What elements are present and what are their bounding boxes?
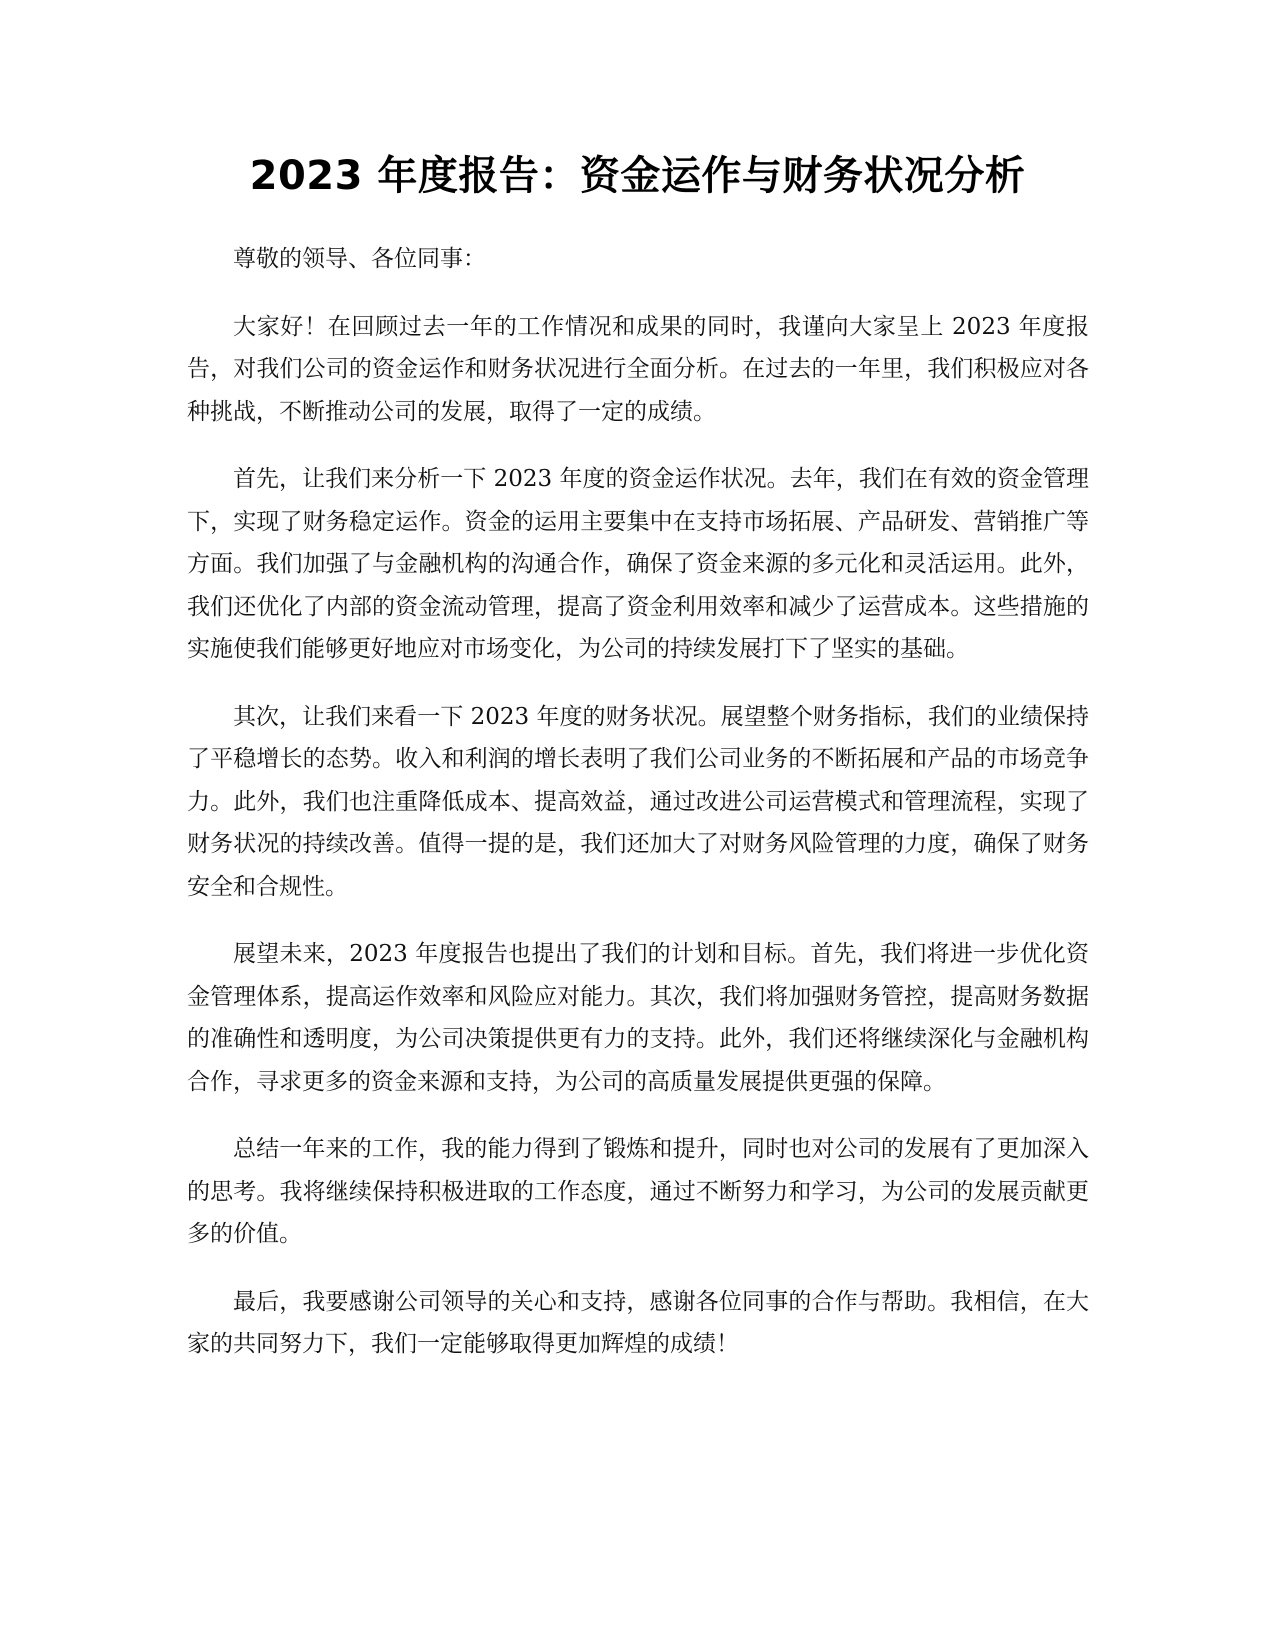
paragraph-financial-status: 其次，让我们来看一下 2023 年度的财务状况。展望整个财务指标，我们的业绩保持了平稳增长的态势。收入和利润的增长表明了我们公司业务的不断拓展和产品的市场竞争力。此外，我们也注重降低成本、提高效益，通过改进公司运营模式和管理流程，实现了财务状况的持续改善。值得一提的是，我们还加大了对财务风险管理的力度，确保了财务安全和合规性。 — [187, 703, 1089, 900]
paragraph-outlook: 展望未来，2023 年度报告也提出了我们的计划和目标。首先，我们将进一步优化资金管理体系，提高运作效率和风险应对能力。其次，我们将加强财务管控，提高财务数据的准确性和透明度，为公司决策提供更有力的支持。此外，我们还将继续深化与金融机构合作，寻求更多的资金来源和支持，为公司的高质量发展提供更强的保障。 — [187, 941, 1089, 1095]
paragraph-summary: 总结一年来的工作，我的能力得到了锻炼和提升，同时也对公司的发展有了更加深入的思考。我将继续保持积极进取的工作态度，通过不断努力和学习，为公司的发展贡献更多的价值。 — [187, 1136, 1089, 1247]
salutation: 尊敬的领导、各位同事： — [233, 246, 486, 272]
document-title: 2023 年度报告：资金运作与财务状况分析 — [249, 153, 1026, 199]
paragraph-closing: 最后，我要感谢公司领导的关心和支持，感谢各位同事的合作与帮助。我相信，在大家的共同努力下，我们一定能够取得更加辉煌的成绩！ — [187, 1288, 1089, 1357]
paragraph-intro: 大家好！在回顾过去一年的工作情况和成果的同时，我谨向大家呈上 2023 年度报告，对我们公司的资金运作和财务状况进行全面分析。在过去的一年里，我们积极应对各种挑战，不断推动公司的发展，取得了一定的成绩。 — [187, 313, 1089, 425]
document-body — [187, 238, 1089, 1391]
paragraph-fund-operations: 首先，让我们来分析一下 2023 年度的资金运作状况。去年，我们在有效的资金管理下，实现了财务稳定运作。资金的运用主要集中在支持市场拓展、产品研发、营销推广等方面。我们加强了与金融机构的沟通合作，确保了资金来源的多元化和灵活运用。此外，我们还优化了内部的资金流动管理，提高了资金利用效率和减少了运营成本。这些措施的实施使我们能够更好地应对市场变化，为公司的持续发展打下了坚实的基础。 — [187, 466, 1089, 662]
